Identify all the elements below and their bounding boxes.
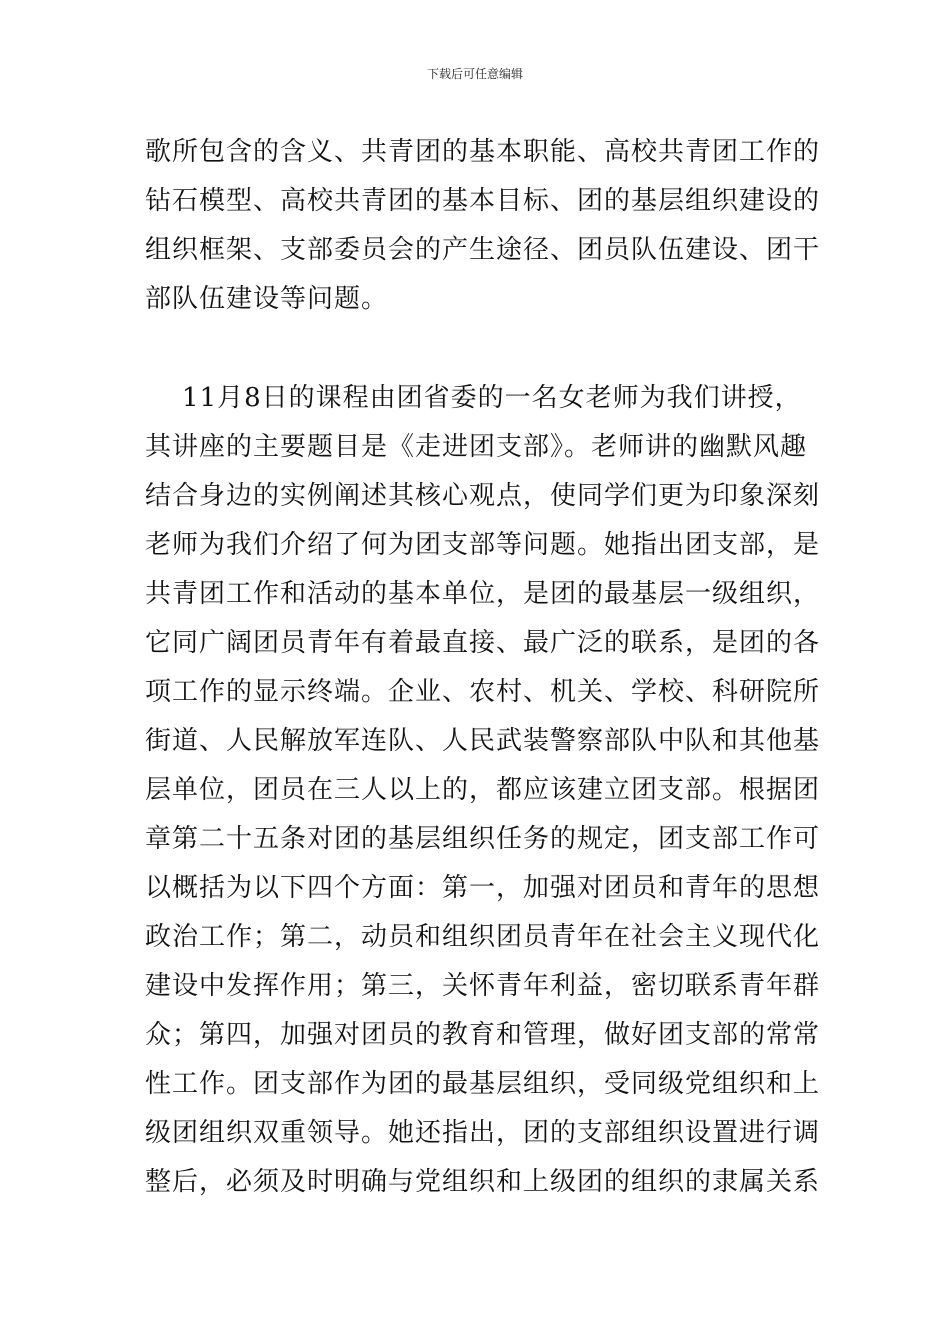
paragraph-2 [145, 374, 821, 1207]
text-line: 街道、人民解放军连队、人民武装警察部队中队和其他基 [145, 726, 821, 756]
text-line: 章第二十五条对团的基层组织任务的规定，团支部工作可 [145, 824, 821, 854]
text-line: 其讲座的主要题目是《走进团支部》。老师讲的幽默风趣 [145, 432, 808, 462]
text-line: 建设中发挥作用；第三，关怀青年利益，密切联系青年群 [145, 971, 821, 1001]
text-line: 部队伍建设等问题。 [145, 284, 389, 314]
paragraph-1 [145, 128, 821, 324]
text-line: 性工作。团支部作为团的最基层组织，受同级党组织和上 [145, 1069, 821, 1099]
text-line: 组织框架、支部委员会的产生途径、团员队伍建设、团干 [145, 235, 821, 265]
text-line: 层单位，团员在三人以上的，都应该建立团支部。根据团 [145, 775, 821, 805]
text-line: 以概括为以下四个方面：第一，加强对团员和青年的思想 [145, 873, 821, 903]
text-line: 众；第四，加强对团员的教育和管理，做好团支部的常常 [145, 1020, 821, 1050]
text-line: 结合身边的实例阐述其核心观点，使同学们更为印象深刻 [145, 481, 821, 511]
text-line: 级团组织双重领导。她还指出，团的支部组织设置进行调 [145, 1118, 821, 1148]
text-line: 11月8日的课程由团省委的一名女老师为我们讲授， [145, 383, 802, 413]
text-line: 老师为我们介绍了何为团支部等问题。她指出团支部，是 [145, 530, 821, 560]
text-line: 歌所包含的含义、共青团的基本职能、高校共青团工作的 [145, 137, 821, 167]
text-line: 共青团工作和活动的基本单位，是团的最基层一级组织， [145, 579, 821, 609]
text-line: 整后，必须及时明确与党组织和上级团的组织的隶属关系 [145, 1167, 821, 1197]
text-line: 它同广阔团员青年有着最直接、最广泛的联系，是团的各 [145, 628, 821, 658]
text-line: 钻石模型、高校共青团的基本目标、团的基层组织建设的 [145, 186, 821, 216]
page-header: 下载后可任意编辑 [426, 67, 523, 81]
text-line: 政治工作；第二，动员和组织团员青年在社会主义现代化 [145, 922, 821, 952]
text-line: 项工作的显示终端。企业、农村、机关、学校、科研院所 [145, 677, 821, 707]
